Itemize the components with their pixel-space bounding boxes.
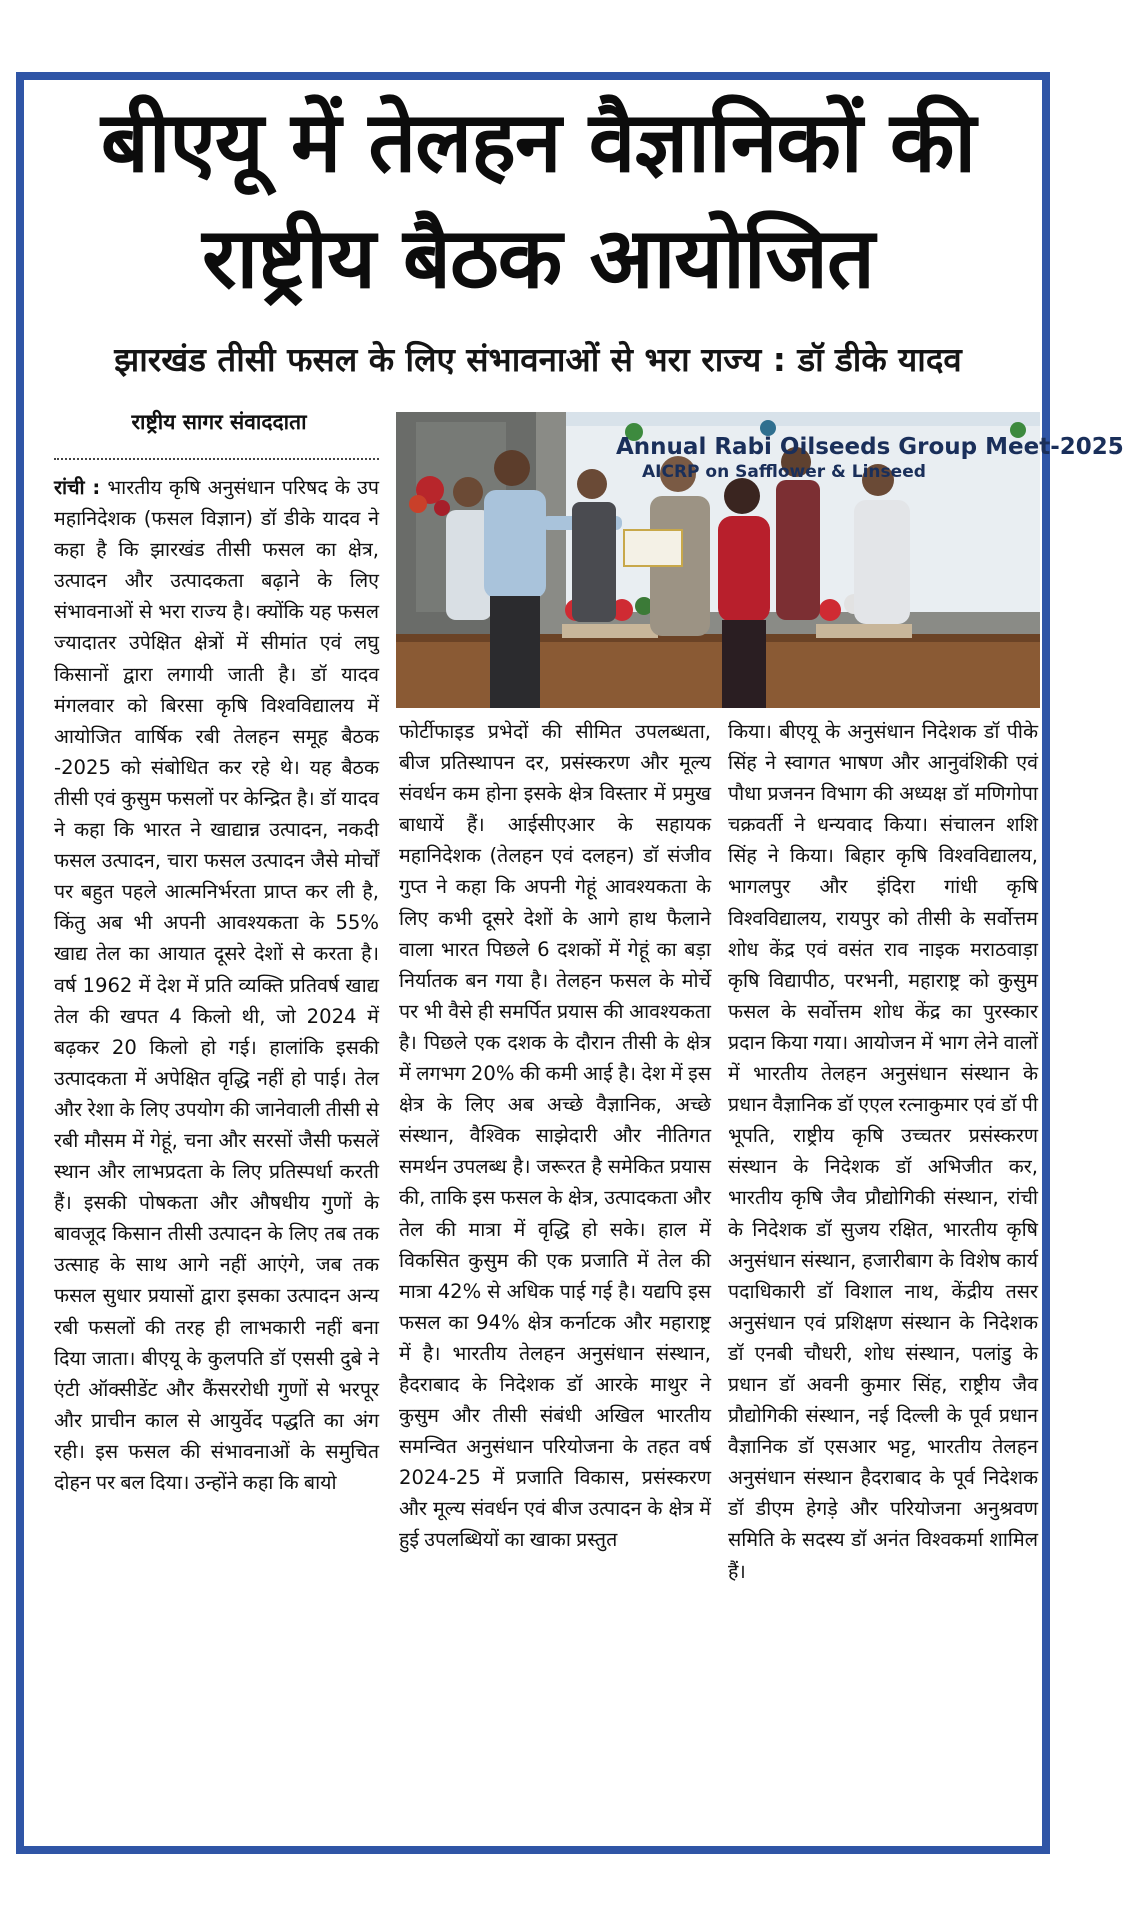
column-1-text: भारतीय कृषि अनुसंधान परिषद के उप महानिदेशक (फसल विज्ञान) डॉ डीके यादव ने कहा है कि झारखंड तीसी फसल का क्षेत्र, उत्पादन और उत्पादकता बढ़ाने के लिए संभावनाओं से भरा राज्य है। क्योंकि यह फसल ज्यादातर उपेक्षित क्षेत्रों में सीमांत एवं लघु किसानों द्वारा लगायी जाती है। डॉ यादव मंगलवार को बिरसा कृषि विश्वविद्यालय में आयोजित वार्षिक रबी तेलहन समूह बैठक -2025 को संबोधित कर रहे थे। यह बैठक तीसी एवं कुसुम फसलों पर केन्द्रित है। डॉ यादव ने कहा कि भारत ने खाद्यान्न उत्पादन, नकदी फसल उत्पादन, चारा फसल उत्पादन जैसे मोर्चों पर बहुत पहले आत्मनिर्भरता प्राप्त कर ली है, किंतु अब भी अपनी आवश्यकता के 55% खाद्य तेल का आयात दूसरे देशों से करता है। वर्ष 1962 में देश में प्रति व्यक्ति प्रतिवर्ष खाद्य तेल की खपत 4 किलो थी, जो 2024 में बढ़कर 20 किलो हो गई। हालांकि इसकी उत्पादकता में अपेक्षित वृद्धि नहीं हो पाई। तेल और रेशा के लिए उपयोग की जानेवाली तीसी से रबी मौसम में गेहूं, चना और सरसों जैसी फसलें स्थान और लाभप्रदता के लिए प्रतिस्पर्धा करती हैं। इसकी पोषकता और औषधीय गुणों के बावजूद किसान तीसी उत्पादन के लिए तब तक उत्साह के साथ आगे नहीं आएंगे, जब तक फसल सुधार प्रयासों द्वारा इसका उत्पादन अन्य रबी फसलों की तरह ही लाभकारी नहीं बना दिया जाता। बीएयू के कुलपति डॉ एससी दुबे ने एंटी ऑक्सीडेंट और कैंसररोधी गुणों से भरपूर और प्राचीन काल से आयुर्वेद पद्धति का अंग रही। इस फसल की संभावनाओं के समुचित दोहन पर बल दिया। उन्होंने कहा कि बायो [54,476,380,1494]
article-frame [16,72,1124,1854]
byline-divider [54,458,379,460]
subheadline: झारखंड तीसी फसल के लिए संभावनाओं से भरा राज्य : डॉ डीके यादव [114,340,962,379]
article-column-1 [54,472,379,1844]
article-column-3 [728,716,1038,1844]
banner-subtitle: AICRP on Safflower & Linseed [642,462,926,482]
banner-title: Annual Rabi Oilseeds Group Meet-2025 [616,434,1124,460]
article-column-2 [399,716,711,1844]
column-3-text: किया। बीएयू के अनुसंधान निदेशक डॉ पीके सिंह ने स्वागत भाषण और आनुवंशिकी एवं पौधा प्रजनन विभाग की अध्यक्ष डॉ मणिगोपा चक्रवर्ती ने धन्यवाद किया। संचालन शशि सिंह ने किया। बिहार कृषि विश्वविद्यालय, भागलपुर और इंदिरा गांधी कृषि विश्वविद्यालय, रायपुर को तीसी के सर्वोत्तम शोध केंद्र एवं वसंत राव नाइक मराठवाड़ा कृषि विद्यापीठ, परभनी, महाराष्ट्र को कुसुम फसल के सर्वोत्तम शोध केंद्र का पुरस्कार प्रदान किया गया। आयोजन में भाग लेने वालों में भारतीय तेलहन अनुसंधान संस्थान के प्रधान वैज्ञानिक डॉ एएल रत्नाकुमार एवं डॉ पी भूपति, राष्ट्रीय कृषि उच्चतर प्रसंस्करण संस्थान के निदेशक डॉ अभिजीत कर, भारतीय कृषि जैव प्रौद्योगिकी संस्थान, रांची के निदेशक डॉ सुजय रक्षित, भारतीय कृषि अनुसंधान संस्थान, हजारीबाग के विशेष कार्य पदाधिकारी डॉ विशाल नाथ, केंद्रीय तसर अनुसंधान एवं प्रशिक्षण संस्थान के निदेशक डॉ एनबी चौधरी, शोध संस्थान, पलांडु के प्रधान डॉ अवनी कुमार सिंह, राष्ट्रीय जैव प्रौद्योगिकी संस्थान, नई दिल्ली के पूर्व प्रधान वैज्ञानिक डॉ एसआर भट्ट, भारतीय तेलहन अनुसंधान संस्थान हैदराबाद के पूर्व निदेशक डॉ डीएम हेगड़े और परियोजना अनुश्रवण समिति के सदस्य डॉ अनंत विश्वकर्मा शामिल हैं। [728,720,1038,1583]
byline: राष्ट्रीय सागर संवाददाता [131,410,307,434]
column-2-text: फोर्टीफाइड प्रभेदों की सीमित उपलब्धता, बीज प्रतिस्थापन दर, प्रसंस्करण और मूल्य संवर्धन कम होना इसके क्षेत्र विस्तार में प्रमुख बाधायें हैं। आईसीएआर के सहायक महानिदेशक (तेलहन एवं दलहन) डॉ संजीव गुप्त ने कहा कि अपनी गेहूं आवश्यकता के लिए कभी दूसरे देशों के आगे हाथ फैलाने वाला भारत पिछले 6 दशकों में गेहूं का बड़ा निर्यातक बन गया है। तेलहन फसल के मोर्चे पर भी वैसे ही समर्पित प्रयास की आवश्यकता है। पिछले एक दशक के दौरान तीसी के क्षेत्र में लगभग 20% की कमी आई है। देश में इस क्षेत्र के लिए अब अच्छे वैज्ञानिक, अच्छे संस्थान, वैश्विक साझेदारी और नीतिगत समर्थन उपलब्ध है। जरूरत है समेकित प्रयास की, ताकि इस फसल के क्षेत्र, उत्पादकता और तेल की मात्रा में वृद्धि हो सके। हाल में विकसित कुसुम की एक प्रजाति में तेल की मात्रा 42% से अधिक पाई गई है। यद्यपि इस फसल का 94% क्षेत्र कर्नाटक और महाराष्ट्र में है। भारतीय तेलहन अनुसंधान संस्थान, हैदराबाद के निदेशक डॉ आरके माथुर ने कुसुम और तीसी संबंधी अखिल भारतीय समन्वित अनुसंधान परियोजना के तहत वर्ष 2024-25 में प्रजाति विकास, प्रसंस्करण और मूल्य संवर्धन एवं बीज उत्पादन के क्षेत्र में हुई उपलब्धियों का खाका प्रस्तुत [399,720,711,1552]
event-photo [396,412,1124,708]
dateline: रांची : [54,476,101,499]
headline: बीएयू में तेलहन वैज्ञानिकों की राष्ट्रीय बैठक आयोजित [100,93,976,307]
